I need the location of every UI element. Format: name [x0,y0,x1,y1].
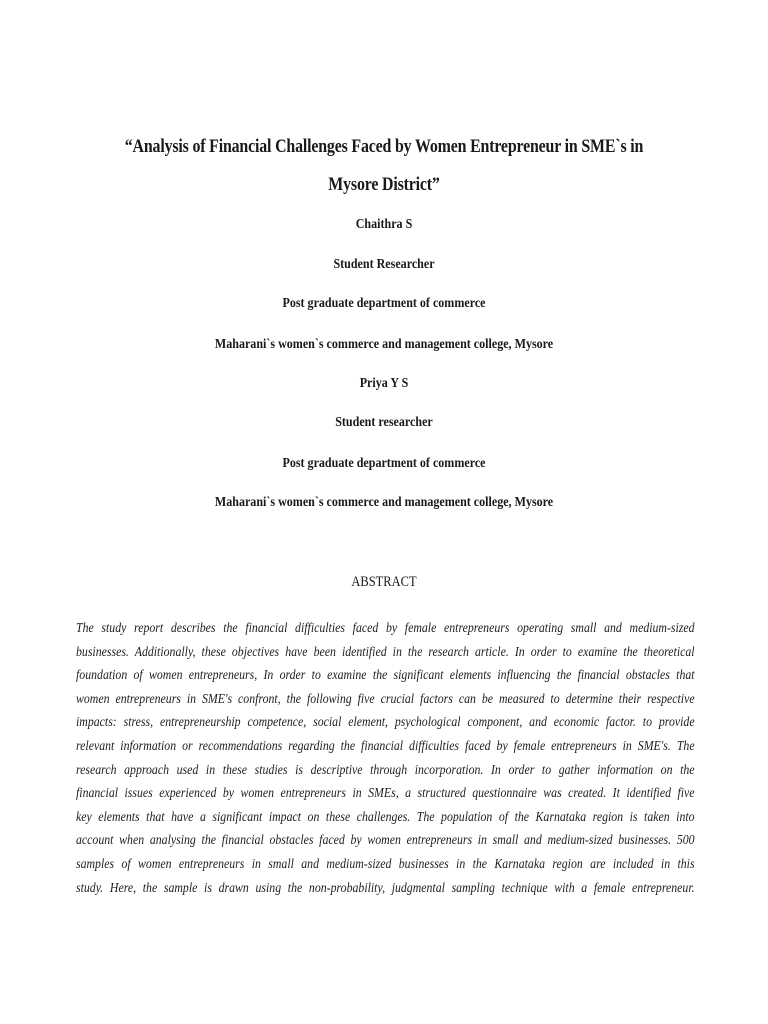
abstract-line: The study report describes the financial difficulties faced by female entrepreneurs operating small and medium-sized [76,620,695,635]
author-1-institution: Maharani`s women`s commerce and management college, Mysore [214,337,554,352]
author-2-department: Post graduate department of commerce [282,456,486,471]
abstract-line: women entrepreneurs in SME's confront, the following five crucial factors can be measured to determine their respective [76,690,695,706]
author-1-name: Chaithra S [355,217,413,232]
paper-title [105,128,662,204]
author-2-name: Priya Y S [359,376,409,391]
author-2-role: Student researcher [335,415,433,430]
abstract-line: relevant information or recommendations regarding the financial difficulties faced by female entrepreneurs in SME's. The [76,737,695,753]
paper-title-line-1: “Analysis of Financial Challenges Faced by Women Entrepreneur in SME`s in [124,137,644,157]
author-2-institution: Maharani`s women`s commerce and management college, Mysore [214,495,554,510]
abstract-line: impacts: stress, entrepreneurship competence, social element, psychological component, and economic factor. to provide [76,714,695,730]
abstract-heading: ABSTRACT [351,574,417,590]
abstract-line: businesses. Additionally, these objectives have been identified in the research article. In order to examine the theoretical [76,643,695,659]
author-1-department: Post graduate department of commerce [282,296,486,311]
abstract-line: research approach used in these studies is descriptive through incorporation. In order to gather information on the [76,761,695,777]
author-1-role: Student Researcher [333,257,435,272]
abstract-body [76,616,695,899]
paper-title-line-2: Mysore District” [328,175,440,195]
abstract-line: study. Here, the sample is drawn using the non-probability, judgmental sampling technique with a female entrepreneur. [76,879,695,895]
abstract-line: financial issues experienced by women entrepreneurs in SMEs, a structured questionnaire was created. It identified five [76,785,695,801]
abstract-line: account when analysing the financial obstacles faced by women entrepreneurs in small and medium-sized businesses. 500 [76,832,695,848]
abstract-line: samples of women entrepreneurs in small and medium-sized businesses in the Karnataka region are included in this [76,855,695,871]
abstract-line: key elements that have a significant impact on these challenges. The population of the Karnataka region is taken into [76,808,695,824]
abstract-line: foundation of women entrepreneurs, In order to examine the significant elements influencing the financial obstacles that [76,667,695,683]
